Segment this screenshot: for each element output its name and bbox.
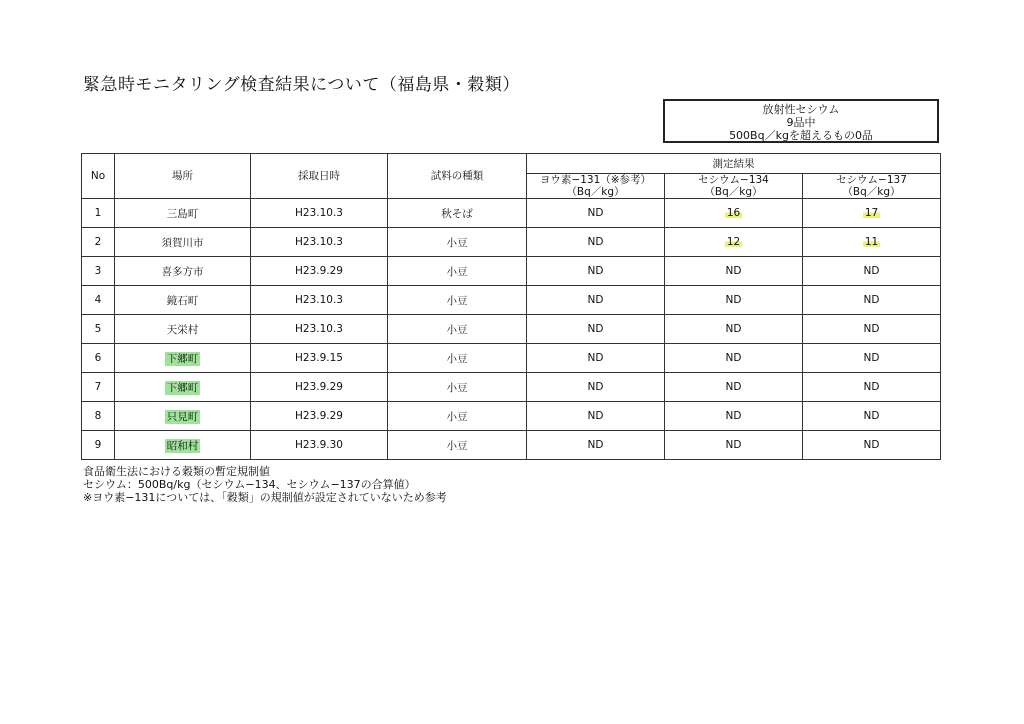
- cell-place: 三島町: [115, 199, 251, 228]
- header-cs137-unit: （Bq／kg）: [842, 186, 901, 198]
- cell-no: 2: [82, 228, 115, 257]
- cell-date: H23.9.29: [251, 373, 388, 402]
- cell-iodine: ND: [527, 373, 665, 402]
- cell-date: H23.10.3: [251, 228, 388, 257]
- cell-cs134: [665, 199, 803, 228]
- cell-cs134: ND: [665, 286, 803, 315]
- table-row: [82, 315, 941, 344]
- highlighted-place: 下郷町: [166, 381, 199, 394]
- highlighted-value: 11: [864, 236, 879, 248]
- cell-sample: 小豆: [388, 373, 527, 402]
- cell-place: 天栄村: [115, 315, 251, 344]
- cell-cs137: ND: [803, 344, 941, 373]
- header-cs134-label: セシウム−134: [698, 174, 769, 186]
- cell-date: H23.10.3: [251, 315, 388, 344]
- summary-line-3: 500Bq／kgを超えるもの0品: [729, 129, 873, 142]
- cell-cs137: ND: [803, 315, 941, 344]
- header-cs134-unit: （Bq／kg）: [704, 186, 763, 198]
- table-row: [82, 257, 941, 286]
- cell-place: [115, 431, 251, 460]
- header-cs137-label: セシウム−137: [836, 174, 907, 186]
- cell-no: 6: [82, 344, 115, 373]
- summary-box: [663, 99, 939, 143]
- table-row: [82, 344, 941, 373]
- cell-place: 須賀川市: [115, 228, 251, 257]
- cell-date: H23.10.3: [251, 199, 388, 228]
- cell-place: 鏡石町: [115, 286, 251, 315]
- table-row: [82, 199, 941, 228]
- cell-cs134: ND: [665, 373, 803, 402]
- header-no: No: [82, 154, 115, 199]
- note-line-3: ※ヨウ素−131については、「穀類」の規制値が設定されていないため参考: [83, 491, 447, 504]
- results-table: [81, 153, 941, 460]
- cell-sample: 小豆: [388, 344, 527, 373]
- cell-no: 9: [82, 431, 115, 460]
- table-row: [82, 286, 941, 315]
- cell-cs137: ND: [803, 431, 941, 460]
- summary-line-1: 放射性セシウム: [762, 103, 840, 116]
- cell-iodine: ND: [527, 402, 665, 431]
- cell-place: [115, 344, 251, 373]
- cell-date: H23.10.3: [251, 286, 388, 315]
- cell-cs134: ND: [665, 344, 803, 373]
- cell-iodine: ND: [527, 257, 665, 286]
- cell-cs134: [665, 228, 803, 257]
- cell-sample: 秋そば: [388, 199, 527, 228]
- cell-no: 5: [82, 315, 115, 344]
- cell-cs137: [803, 228, 941, 257]
- cell-no: 4: [82, 286, 115, 315]
- cell-cs134: ND: [665, 257, 803, 286]
- header-iodine-unit: （Bq／kg）: [566, 186, 625, 198]
- cell-iodine: ND: [527, 228, 665, 257]
- summary-line-2: 9品中: [786, 116, 816, 129]
- table-row: [82, 402, 941, 431]
- header-iodine: [527, 174, 665, 199]
- cell-iodine: ND: [527, 286, 665, 315]
- cell-cs137: ND: [803, 402, 941, 431]
- cell-date: H23.9.29: [251, 257, 388, 286]
- cell-iodine: ND: [527, 315, 665, 344]
- highlighted-place: 只見町: [166, 410, 199, 423]
- cell-date: H23.9.30: [251, 431, 388, 460]
- cell-cs134: ND: [665, 402, 803, 431]
- header-cs134: [665, 174, 803, 199]
- highlighted-value: 16: [726, 207, 741, 219]
- cell-iodine: ND: [527, 344, 665, 373]
- cell-no: 1: [82, 199, 115, 228]
- table-row: [82, 228, 941, 257]
- header-cs137: [803, 174, 941, 199]
- cell-date: H23.9.15: [251, 344, 388, 373]
- table-row: [82, 431, 941, 460]
- cell-cs137: ND: [803, 286, 941, 315]
- table-row: [82, 373, 941, 402]
- page-title: 緊急時モニタリング検査結果について（福島県・穀類）: [83, 75, 520, 95]
- cell-sample: 小豆: [388, 315, 527, 344]
- cell-cs137: ND: [803, 373, 941, 402]
- notes: [83, 465, 447, 504]
- header-date: 採取日時: [251, 154, 388, 199]
- cell-iodine: ND: [527, 199, 665, 228]
- cell-iodine: ND: [527, 431, 665, 460]
- cell-no: 8: [82, 402, 115, 431]
- note-line-2: セシウム：500Bq/kg（セシウム−134、セシウム−137の合算値）: [83, 478, 416, 491]
- cell-place: [115, 402, 251, 431]
- cell-sample: 小豆: [388, 228, 527, 257]
- note-line-1: 食品衛生法における穀類の暫定規制値: [83, 465, 270, 478]
- cell-sample: 小豆: [388, 431, 527, 460]
- header-sample: 試料の種類: [388, 154, 527, 199]
- header-iodine-label: ヨウ素−131（※参考）: [539, 174, 652, 186]
- cell-date: H23.9.29: [251, 402, 388, 431]
- cell-sample: 小豆: [388, 286, 527, 315]
- cell-no: 7: [82, 373, 115, 402]
- highlighted-value: 12: [726, 236, 741, 248]
- cell-cs134: ND: [665, 431, 803, 460]
- cell-cs134: ND: [665, 315, 803, 344]
- header-results: 測定結果: [527, 154, 941, 174]
- highlighted-value: 17: [864, 207, 879, 219]
- cell-cs137: [803, 199, 941, 228]
- cell-sample: 小豆: [388, 402, 527, 431]
- cell-no: 3: [82, 257, 115, 286]
- cell-sample: 小豆: [388, 257, 527, 286]
- header-place: 場所: [115, 154, 251, 199]
- cell-place: 喜多方市: [115, 257, 251, 286]
- highlighted-place: 昭和村: [166, 439, 199, 452]
- cell-cs137: ND: [803, 257, 941, 286]
- cell-place: [115, 373, 251, 402]
- highlighted-place: 下郷町: [166, 352, 199, 365]
